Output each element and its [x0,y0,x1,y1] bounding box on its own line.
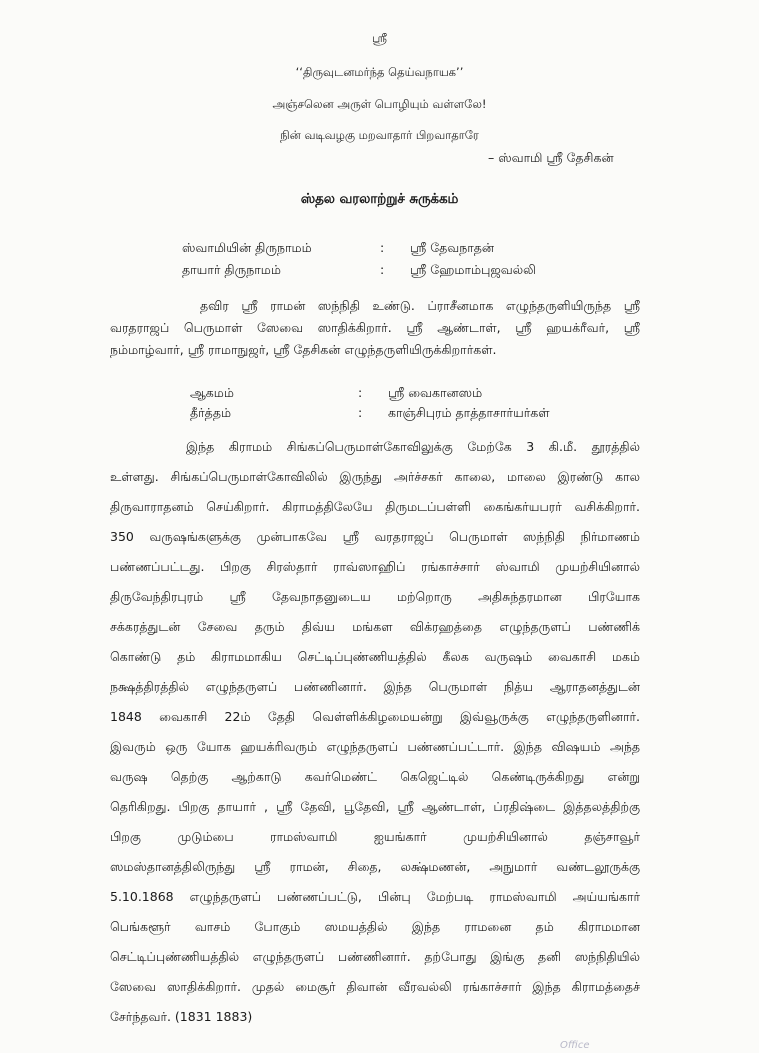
body-line-2: உள்ளது. சிங்கப்பெருமாள்கோவிலில் இருந்து அர்ச்சகர் காலை, மாலை இரண்டு கால [110,469,640,484]
body-line-19: ஸேவை ஸாதிக்கிறார். முதல் மைசூர் திவான் வீரவல்லி ரங்காச்சார் இந்த கிராமத்தைச் [110,979,640,994]
body-line-4: 350 வருஷங்களுக்கு முன்பாகவே ஸ்ரீ வரதராஜப் பெருமாள் ஸந்நிதி நிர்மாணம் [110,529,640,544]
agamam-value: ஸ்ரீ வைகானஸம் [388,385,483,400]
swami-name-value: ஸ்ரீ தேவநாதன் [410,240,495,255]
body-line-20: சேர்ந்தவர். (1831 1883) [110,1009,253,1024]
body-line-14: பிறகு முடும்பை ராமஸ்வாமி ஐயங்கார் முயற்சியினால் தஞ்சாவூர் [110,829,640,844]
thayar-name-sep: : [380,262,385,277]
body-line-3: திருவாராதனம் செய்கிறார். கிராமத்திலேயே திருமடப்பள்ளி கைங்கர்யபரர் வசிக்கிறார். [110,499,640,514]
body-line-11: இவரும் ஒரு யோக ஹயக்ரிவரும் எழுந்தருளப் பண்ணப்பட்டார். இந்த விஷயம் அந்த [110,739,640,754]
body-line-17: பெங்களூர் வாசம் போகும் ஸமயத்தில் இந்த ராமனை தம் கிராமமான [110,919,640,934]
thayar-name-value: ஸ்ரீ ஹேமாம்புஜவல்லி [410,262,536,277]
swami-name-label: ஸ்வாமியின் திருநாமம் [182,240,312,255]
para1-line-1: தவிர ஸ்ரீ ராமன் ஸந்நிதி உண்டு. ப்ராசீனமாக எழுந்தருளியிருந்த ஸ்ரீ [200,298,640,313]
body-line-5: பண்ணப்பட்டது. பிறகு சிரஸ்தார் ராவ்ஸாஹிப் ரங்காச்சார் ஸ்வாமி முயற்சியினால் [110,559,640,574]
thayar-name-label: தாயார் திருநாமம் [182,262,281,277]
verse-line-2: அஞ்சலென அருள் பொழியும் வள்ளலே! [272,97,487,111]
body-line-8: கொண்டு தம் கிராமமாகிய செட்டிப்புண்ணியத்தில் கீலக வருஷம் வைகாசி மகம் [110,649,640,664]
body-line-9: நக்ஷத்திரத்தில் எழுந்தருளப் பண்ணினார். இந்த பெருமாள் நித்ய ஆராதனத்துடன் [110,679,640,694]
body-line-15: ஸமஸ்தானத்திலிருந்து ஸ்ரீ ராமன், சிதை, லக்ஷ்மணன், அநுமார் வண்டலூருக்கு [110,859,640,874]
body-line-7: சக்கரத்துடன் சேவை தரும் திவ்ய மங்கள விக்ரஹத்தை எழுந்தருளப் பண்ணிக் [110,619,640,634]
stamp-text: Office [560,1040,590,1051]
swami-name-sep: : [380,240,385,255]
body-line-1: இந்த கிராமம் சிங்கப்பெருமாள்கோவிலுக்கு மேற்கே 3 கி.மீ. தூரத்தில் [186,439,640,454]
theertham-value: காஞ்சிபுரம் தாத்தாசார்யர்கள் [388,405,550,420]
verse-line-3: நின் வடிவழகு மறவாதார் பிறவாதாரே [280,128,479,142]
para1-line-3: நம்மாழ்வார், ஸ்ரீ ராமாநுஜர், ஸ்ரீ தேசிகன் எழுந்தருளியிருக்கிறார்கள். [110,342,497,357]
body-line-18: செட்டிப்புண்ணியத்தில் எழுந்தருளப் பண்ணினார். தற்போது இங்கு தனி ஸந்நிதியில் [110,949,640,964]
attribution: – ஸ்வாமி ஸ்ரீ தேசிகன் [488,150,614,165]
invocation: ஸ்ரீ [372,31,387,45]
body-line-12: வருஷ தெற்கு ஆற்காடு கவர்மெண்ட் கெஜெட்டில் கெண்டிருக்கிறது என்று [110,769,640,784]
verse-line-1: ‘‘திருவுடனமர்ந்த தெய்வநாயக’’ [295,65,464,79]
body-line-6: திருவேந்திரபுரம் ஸ்ரீ தேவநாதனுடைய மற்றொரு அதிசுந்தரமான பிரயோக [110,589,640,604]
theertham-sep: : [358,405,363,420]
agamam-sep: : [358,385,363,400]
body-line-10: 1848 வைகாசி 22ம் தேதி வெள்ளிக்கிழமையன்று இவ்வூருக்கு எழுந்தருளினார். [110,709,640,724]
para1-line-2: வரதராஜப் பெருமாள் ஸேவை ஸாதிக்கிறார். ஸ்ரீ ஆண்டாள், ஸ்ரீ ஹயக்ரீவர், ஸ்ரீ [110,320,640,335]
agamam-label: ஆகமம் [190,385,234,400]
body-line-13: தெரிகிறது. பிறகு தாயார் , ஸ்ரீ தேவி, பூதேவி, ஸ்ரீ ஆண்டாள், ப்ரதிஷ்டை இத்தலத்திற்கு [110,799,640,814]
body-line-16: 5.10.1868 எழுந்தருளப் பண்ணப்பட்டு, பின்பு மேற்படி ராமஸ்வாமி அய்யங்கார் [110,889,640,904]
theertham-label: தீர்த்தம் [190,405,232,420]
page-heading: ஸ்தல வரலாற்றுச் சுருக்கம் [300,192,459,207]
